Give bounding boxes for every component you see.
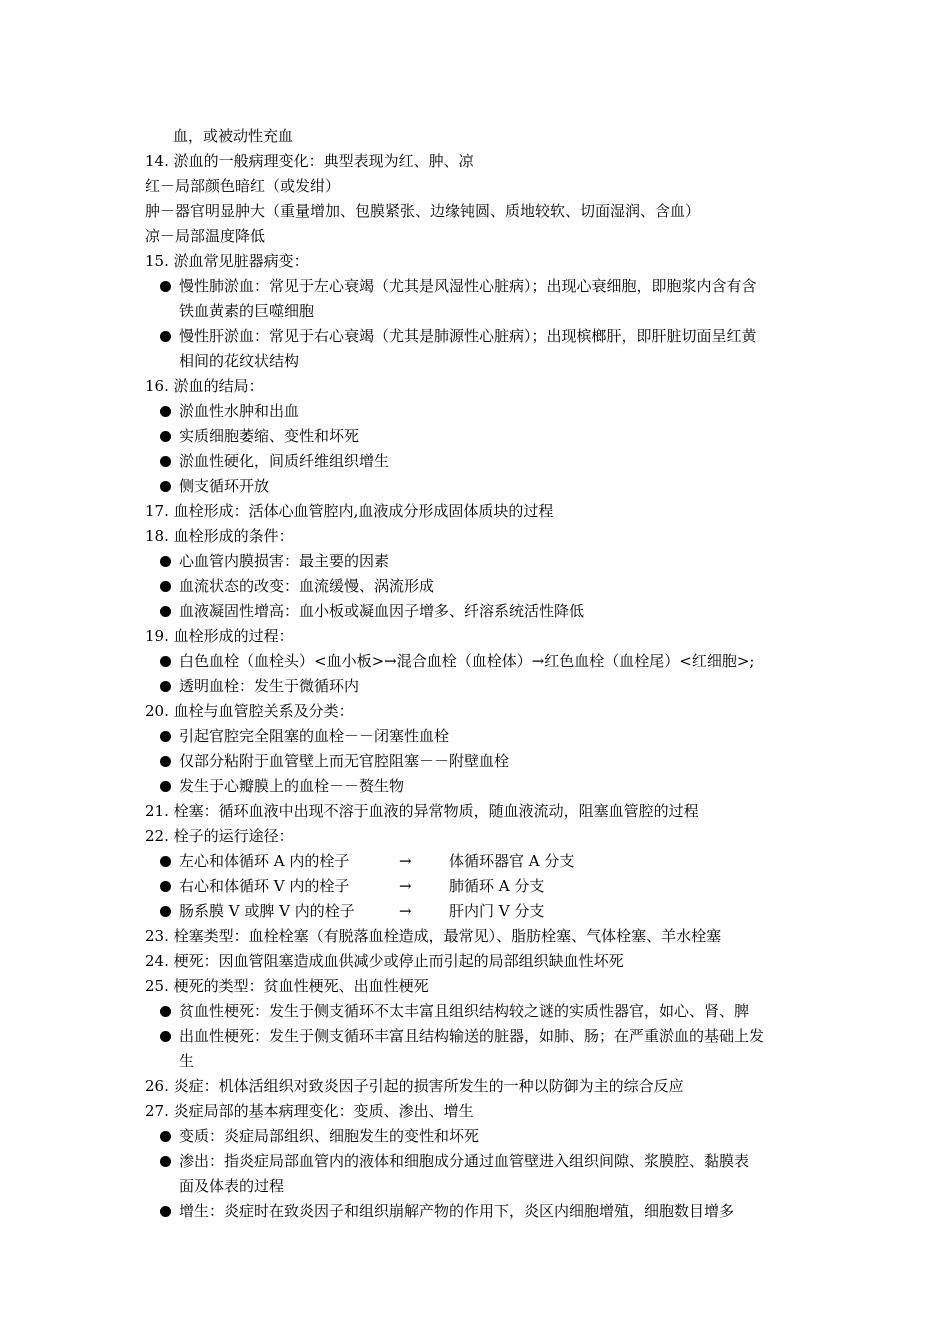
bullet-item [145,899,815,924]
bullet-item: 慢性肺淤血：常见于左心衰竭（尤其是风湿性心脏病）；出现心衰细胞，即胞浆内含有含 [145,274,815,299]
bullet-icon [160,781,171,792]
bullet-icon [160,656,171,667]
route-target: 肝内门 V 分支 [449,902,545,920]
numbered-item-24: 24. 梗死：因血管阻塞造成血供减少或停止而引起的局部组织缺血性坏死 [145,952,624,970]
bullet-icon [160,1206,171,1217]
bullet-icon [160,756,171,767]
document-body [145,124,815,1224]
bullet-item: 增生：炎症时在致炎因子和组织崩解产物的作用下，炎区内细胞增殖，细胞数目增多 [145,1199,815,1224]
bullet-item: 实质细胞萎缩、变性和坏死 [145,424,815,449]
bullet-icon [160,581,171,592]
bullet-item: 白色血栓（血栓头）<血小板>→混合血栓（血栓体）→红色血栓（血栓尾）<红细胞>; [145,649,815,674]
numbered-item-14: 14. 淤血的一般病理变化：典型表现为红、肿、凉 [145,152,474,170]
bullet-icon [160,281,171,292]
numbered-item-21: 21. 栓塞：循环血液中出现不溶于血液的异常物质，随血液流动，阻塞血管腔的过程 [145,802,699,820]
numbered-item-26: 26. 炎症：机体活组织对致炎因子引起的损害所发生的一种以防御为主的综合反应 [145,1077,684,1095]
numbered-item-19: 19. 血栓形成的过程： [145,627,294,645]
bullet-item: 出血性梗死：发生于侧支循环丰富且结构输送的脏器，如肺、肠；在严重淤血的基础上发 [145,1024,815,1049]
paragraph: 红－局部颜色暗红（或发绀） [145,177,341,195]
arrow-icon: → [399,852,412,870]
route-source: 左心和体循环 A 内的栓子 [179,852,350,870]
paragraph: 血，或被动性充血 [173,127,294,145]
bullet-item [145,849,815,874]
bullet-item [145,874,815,899]
bullet-item: 引起官腔完全阻塞的血栓－－闭塞性血栓 [145,724,815,749]
bullet-item: 淤血性水肿和出血 [145,399,815,424]
bullet-icon [160,731,171,742]
paragraph: 肿－器官明显肿大（重量增加、包膜紧张、边缘钝圆、质地较软、切面湿润、含血） [145,202,701,220]
bullet-icon [160,1006,171,1017]
route-source: 右心和体循环 V 内的栓子 [179,877,350,895]
bullet-icon [160,881,171,892]
route-target: 肺循环 A 分支 [449,877,545,895]
bullet-continuation: 相间的花纹状结构 [179,352,300,370]
bullet-continuation: 生 [179,1052,195,1070]
bullet-continuation: 铁血黄素的巨噬细胞 [179,302,315,320]
numbered-item-22: 22. 栓子的运行途径： [145,827,294,845]
bullet-item: 仅部分粘附于血管壁上而无官腔阻塞－－附壁血栓 [145,749,815,774]
bullet-icon [160,606,171,617]
bullet-icon [160,1031,171,1042]
bullet-icon [160,681,171,692]
bullet-item: 透明血栓：发生于微循环内 [145,674,815,699]
numbered-item-27: 27. 炎症局部的基本病理变化：变质、渗出、增生 [145,1102,474,1120]
bullet-icon [160,431,171,442]
bullet-icon [160,556,171,567]
numbered-item-16: 16. 淤血的结局： [145,377,264,395]
numbered-item-18: 18. 血栓形成的条件： [145,527,294,545]
route-target: 体循环器官 A 分支 [449,852,575,870]
numbered-item-17: 17. 血栓形成：活体心血管腔内,血液成分形成固体质块的过程 [145,502,554,520]
arrow-icon: → [399,877,412,895]
bullet-item: 血流状态的改变：血流缓慢、涡流形成 [145,574,815,599]
bullet-item: 侧支循环开放 [145,474,815,499]
bullet-icon [160,456,171,467]
bullet-icon [160,1156,171,1167]
bullet-icon [160,406,171,417]
bullet-icon [160,331,171,342]
bullet-item: 渗出：指炎症局部血管内的液体和细胞成分通过血管壁进入组织间隙、浆膜腔、黏膜表 [145,1149,815,1174]
route-source: 肠系膜 V 或脾 V 内的栓子 [179,902,355,920]
numbered-item-25: 25. 梗死的类型：贫血性梗死、出血性梗死 [145,977,429,995]
bullet-item: 心血管内膜损害：最主要的因素 [145,549,815,574]
bullet-icon [160,481,171,492]
bullet-icon [160,1131,171,1142]
bullet-icon [160,906,171,917]
numbered-item-20: 20. 血栓与血管腔关系及分类： [145,702,354,720]
bullet-item: 血液凝固性增高：血小板或凝血因子增多、纤溶系统活性降低 [145,599,815,624]
bullet-item: 贫血性梗死：发生于侧支循环不太丰富且组织结构较之谜的实质性器官，如心、肾、脾 [145,999,815,1024]
bullet-icon [160,856,171,867]
bullet-continuation: 面及体表的过程 [179,1177,285,1195]
numbered-item-15: 15. 淤血常见脏器病变： [145,252,309,270]
bullet-item: 变质：炎症局部组织、细胞发生的变性和坏死 [145,1124,815,1149]
bullet-item: 慢性肝淤血：常见于右心衰竭（尤其是肺源性心脏病）；出现槟榔肝，即肝脏切面呈红黄 [145,324,815,349]
bullet-item: 发生于心瓣膜上的血栓－－赘生物 [145,774,815,799]
paragraph: 凉－局部温度降低 [145,227,266,245]
bullet-item: 淤血性硬化，间质纤维组织增生 [145,449,815,474]
arrow-icon: → [399,902,412,920]
numbered-item-23: 23. 栓塞类型：血栓栓塞（有脱落血栓造成，最常见）、脂肪栓塞、气体栓塞、羊水栓塞 [145,927,722,945]
